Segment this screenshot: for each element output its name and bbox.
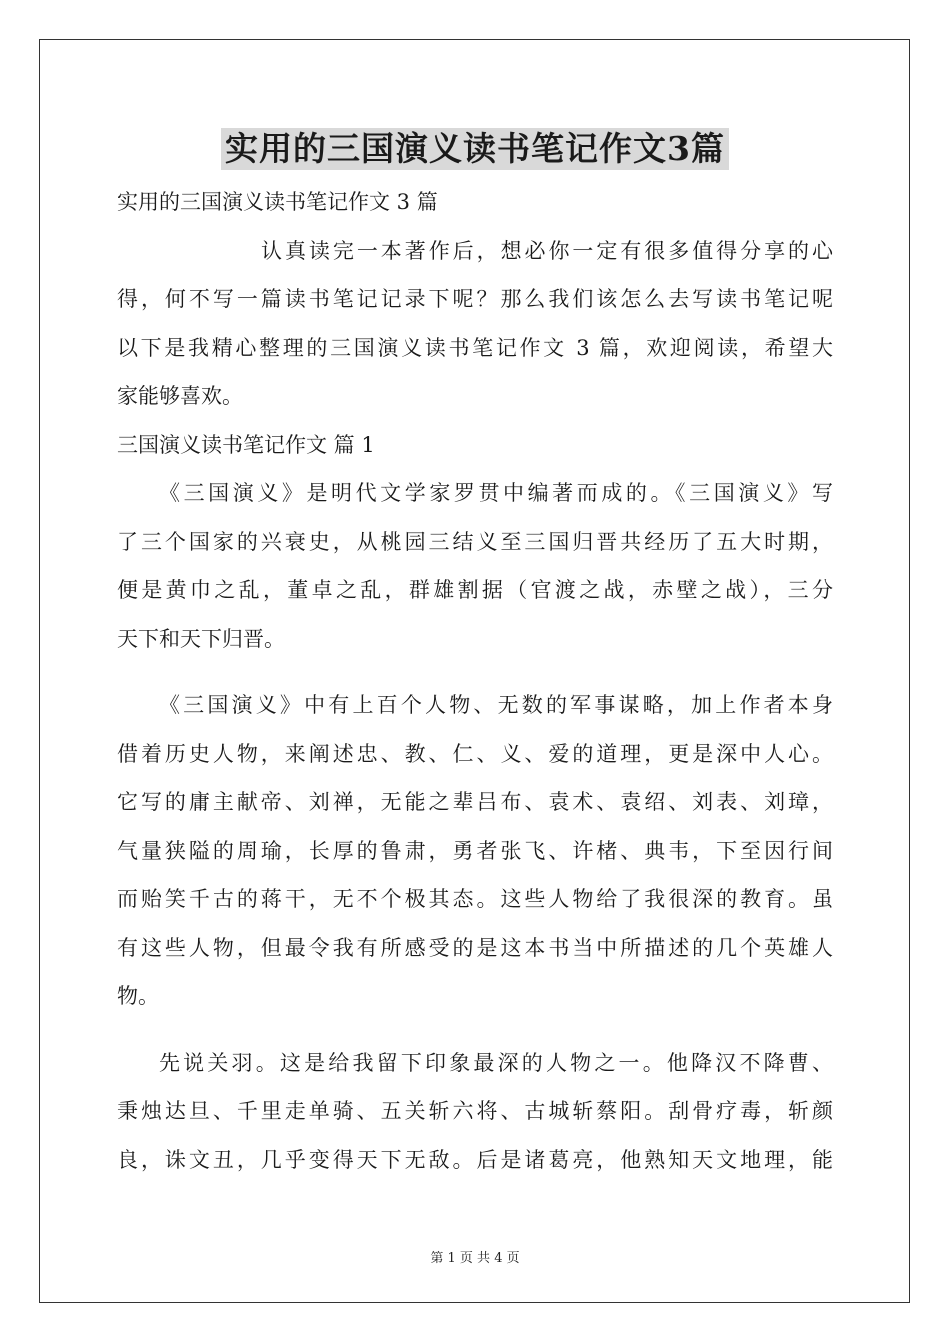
para1-line: 便是黄巾之乱，董卓之乱，群雄割据（官渡之战，赤壁之战），三分 (117, 578, 833, 602)
para3-line: 先说关羽。这是给我留下印象最深的人物之一。他降汉不降曹、 (159, 1050, 833, 1075)
document-title: 实用的三国演义读书笔记作文3篇 (221, 128, 729, 170)
paragraph-gap (117, 663, 833, 681)
para1-line: 了三个国家的兴衰史，从桃园三结义至三国归晋共经历了五大时期， (117, 529, 833, 554)
para2-line: 物。 (117, 984, 159, 1008)
section-heading: 三国演义读书笔记作文 篇 1 (117, 432, 375, 457)
para2-line: 借着历史人物，来阐述忠、教、仁、义、爱的道理，更是深中人心。 (117, 741, 833, 766)
paragraph-gap (117, 1021, 833, 1039)
para1-line: 天下和天下归晋。 (117, 626, 285, 651)
intro-line: 家能够喜欢。 (117, 384, 243, 408)
para2-line: 《三国演义》中有上百个人物、无数的军事谋略，加上作者本身 (159, 693, 833, 717)
para2-line: 有这些人物，但最令我有所感受的是这本书当中所描述的几个英雄人 (117, 935, 833, 960)
page-number: 第 1 页 共 4 页 (430, 1251, 520, 1266)
intro-line: 以下是我精心整理的三国演义读书笔记作文 3 篇，欢迎阅读，希望大 (117, 335, 833, 360)
intro-line: 得，何不写一篇读书笔记记录下呢？那么我们该怎么去写读书笔记呢 (117, 287, 833, 311)
para2-line: 气量狭隘的周瑜，长厚的鲁肃，勇者张飞、许楮、典韦，下至因行间 (117, 838, 833, 863)
document-body (117, 178, 833, 1184)
subtitle: 实用的三国演义读书笔记作文 3 篇 (117, 190, 438, 214)
para3-line: 良，诛文丑，几乎变得天下无敌。后是诸葛亮，他熟知天文地理，能 (117, 1147, 833, 1172)
title-container (0, 128, 950, 170)
para3-line: 秉烛达旦、千里走单骑、五关斩六将、古城斩蔡阳。刮骨疗毒，斩颜 (117, 1099, 833, 1123)
para2-line: 它写的庸主献帝、刘禅，无能之辈吕布、袁术、袁绍、刘表、刘璋， (117, 790, 833, 814)
para2-line: 而贻笑千古的蒋干，无不个极其态。这些人物给了我很深的教育。虽 (117, 887, 833, 911)
para1-line: 《三国演义》是明代文学家罗贯中编著而成的。《三国演义》写 (159, 481, 833, 505)
intro-line: 认真读完一本著作后，想必你一定有很多值得分享的心 (261, 238, 833, 263)
page-footer (0, 1247, 950, 1266)
